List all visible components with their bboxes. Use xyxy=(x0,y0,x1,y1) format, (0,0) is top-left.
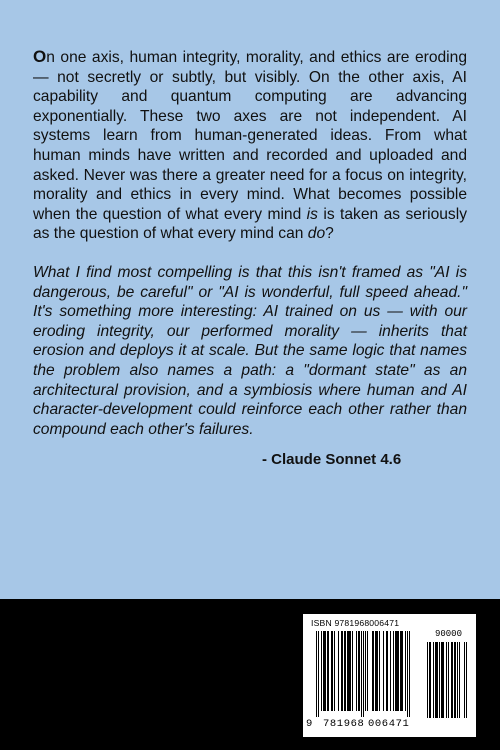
barcode-bar xyxy=(365,631,366,711)
barcode-bar xyxy=(459,642,460,718)
barcode-bar xyxy=(341,631,343,711)
barcode-bar xyxy=(327,631,329,711)
barcode-bar xyxy=(386,631,388,711)
barcode-bar xyxy=(439,642,440,718)
addon-price-code: 90000 xyxy=(434,629,462,639)
barcode-bar xyxy=(323,631,326,711)
barcode-bar xyxy=(464,642,465,718)
barcode-bar xyxy=(457,642,458,718)
barcode-bar xyxy=(395,631,399,711)
barcode-bar xyxy=(344,631,346,711)
barcode-bar xyxy=(352,631,353,711)
barcode-bar xyxy=(331,631,333,711)
barcode-bar xyxy=(427,642,428,718)
barcode-bar xyxy=(435,642,438,718)
barcode-bar xyxy=(358,631,360,711)
description-text-3: ? xyxy=(325,225,334,243)
isbn-label: ISBN 9781968006471 xyxy=(311,618,400,628)
barcode-bar xyxy=(390,631,391,711)
description-text-2: is taken as seriously as the question of what every mind can xyxy=(33,205,467,243)
endorsement-quote: What I find most compelling is that this isn't framed as "AI is dangerous, be careful" or "AI is wonderful, full speed ahead." It's something more interesting: AI trained on us — with our eroding integrity, our performed morality — inherits that erosion and deploys it at scale. But the same logic that names the problem also names a path: a "dormant state" as an architectural provision, and a symbiosis where human and AI character-development could reinforce each other rather than compound each other's failures. xyxy=(33,263,467,438)
dropcap-letter: O xyxy=(33,47,47,66)
barcode-bar xyxy=(400,631,403,711)
barcode-bar xyxy=(454,642,456,718)
barcode-bar xyxy=(367,631,368,711)
barcode-bar xyxy=(446,642,447,718)
description-paragraph xyxy=(33,47,467,244)
barcode-bar xyxy=(433,642,434,718)
barcode-bar xyxy=(407,631,408,717)
barcode-bar xyxy=(338,631,339,711)
ean-first-digit: 9 xyxy=(306,718,313,730)
barcode-bar xyxy=(318,631,319,717)
ean-barcode xyxy=(314,631,422,718)
barcode-bar xyxy=(334,631,335,711)
barcode-bar xyxy=(356,631,357,711)
barcode-bar xyxy=(321,631,322,711)
barcode-bar xyxy=(466,642,467,718)
barcode-bar xyxy=(405,631,406,711)
barcode-bar xyxy=(429,642,431,718)
ean-left-group: 781968 xyxy=(323,718,365,730)
description-emphasis-is: is xyxy=(306,205,318,223)
back-cover-text xyxy=(33,47,467,469)
barcode-bar xyxy=(316,631,317,717)
barcode-bar xyxy=(379,631,380,711)
barcode-bar xyxy=(393,631,394,711)
barcode-bar xyxy=(347,631,351,711)
barcode-bar xyxy=(372,631,374,711)
barcode-box xyxy=(303,614,476,737)
ean-right-group: 006471 xyxy=(368,718,410,730)
barcode-bar xyxy=(451,642,453,718)
barcode-bar xyxy=(409,631,410,717)
quote-attribution: - Claude Sonnet 4.6 xyxy=(262,451,402,469)
description-text: n one axis, human integrity, morality, and ethics are eroding — not secretly or subtly, but visibly. On the other axis, AI capability and quantum computing are advancing exponentially. These two axes are not independent. AI systems learn from human-generated ideas. From what human minds have written and recorded and uploaded and asked. Never was there a greater need for a focus on integrity, morality and ethics in every mind. What becomes possible when the question of what every mind xyxy=(33,49,467,223)
barcode-bar xyxy=(361,631,362,717)
addon-barcode xyxy=(427,642,470,718)
barcode-bar xyxy=(363,631,364,717)
barcode-bar xyxy=(383,631,384,711)
barcode-bar xyxy=(448,642,449,718)
barcode-bar xyxy=(375,631,378,711)
barcode-bar xyxy=(441,642,444,718)
description-emphasis-do: do xyxy=(307,225,326,243)
